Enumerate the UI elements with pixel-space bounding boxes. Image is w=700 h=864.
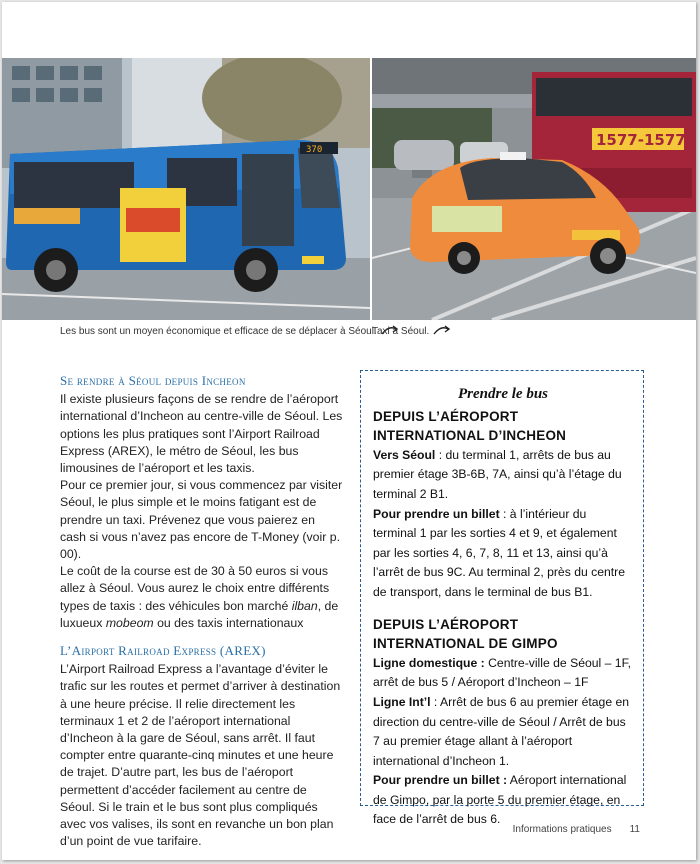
box-paragraph [373, 505, 633, 603]
box-paragraph [373, 771, 633, 830]
bus-photo [2, 58, 370, 320]
footer-section-name: Informations pratiques [512, 824, 612, 835]
bold-label: Pour prendre un billet [373, 506, 500, 521]
box-paragraph [373, 693, 633, 771]
section-title-arex: L’Airport Railroad Express (AREX) [60, 643, 266, 659]
page-footer [513, 824, 640, 835]
text-run: ou des taxis internationaux [153, 615, 304, 630]
bold-label: Ligne domestique : [373, 655, 485, 670]
italic-term-ilban: ilban [291, 598, 318, 613]
box-title: Prendre le bus [458, 386, 548, 402]
taxi-caption [372, 324, 451, 339]
paragraph [60, 563, 344, 632]
paragraph: L’Airport Railroad Express a l’avantage d’éviter le trafic sur les routes et permet d’arriver à destination à une heure précise. Il relie directement les terminaux 1 et 2 de l’aéroport international d’Incheon à la gare de Séoul, sans arrêt. Il faut compter entre quarante-cinq minutes et une heure de trajet. D’autre part, les bus de l’aéroport permettent d’accéder facilement au centre de Séoul. Si le train et le bus sont plus compliqués avec vos valises, ils sont en revanche un bon plan d’un point de vue tarifaire. [60, 662, 341, 849]
box-heading-gimpo: DEPUIS L’AÉROPORT INTERNATIONAL DE GIMPO [373, 616, 558, 652]
bus-info-box [360, 370, 644, 827]
text-run: : à l’intérieur du terminal 1 par les sorties 4 et 9, et également par les sorties 4, 6, 7, 8, 11 et 13, ainsi qu’à l’arrêt de bus 9C. Au terminal 2, près du centre de transport, dans le terminal de bus B1. [373, 506, 626, 599]
bold-label: Pour prendre un billet : [373, 773, 508, 788]
text-run: : Arrêt de bus 6 au premier étage en direction du centre-ville de Séoul / Arrêt de bus 7 au premier étage allant à l’aéroport international d’Incheon 1. [373, 694, 630, 768]
section-title-incheon: Se rendre à Séoul depuis Incheon [60, 373, 246, 388]
bus-caption [60, 324, 399, 339]
main-text-column [60, 372, 344, 850]
box-paragraph [373, 654, 633, 693]
taxi-caption-text: Taxi à Séoul. [372, 326, 430, 337]
paragraph: Il existe plusieurs façons de se rendre de l’aéroport international d’Incheon au centre-ville de Séoul. Les options les plus pratiques sont l’Airport Railroad Express (AREX), le métro de Séoul, les bus limousines de l’aéroport et les taxis. [60, 392, 343, 476]
curved-arrow-icon [433, 324, 451, 339]
text-run: , de luxueux [60, 598, 339, 630]
box-paragraph [373, 446, 633, 505]
italic-term-mobeom: mobeom [105, 615, 154, 630]
bus-caption-text: Les bus sont un moyen économique et efficace de se déplacer à Séoul. [60, 326, 377, 337]
box-heading-incheon: DEPUIS L’AÉROPORT INTERNATIONAL D’INCHEON [373, 408, 567, 444]
text-run: : du terminal 1, arrêts de bus au premier étage 3B-6B, 7A, ainsi qu’à l’étage du terminal 2 B1. [373, 447, 622, 501]
taxi-sign-number: 1577-1577 [596, 131, 686, 149]
text-run: Centre-ville de Séoul – 1F, arrêt de bus 5 / Aéroport d’Incheon – 1F [373, 655, 632, 690]
paragraph: Pour ce premier jour, si vous commencez par visiter Séoul, le plus simple et le moins fatigant est de prendre un taxi. Prévenez que vous paierez en cash si vous n’avez pas encore de T-Money (voir p. 00). [60, 478, 343, 562]
text-run: Aéroport international de Gimpo, par la porte 5 du premier étage, en face de l’arrêt de bus 6. [373, 773, 627, 827]
text-run: Le coût de la course est de 30 à 50 euros si vous allez à Séoul. Vous aurez le choix entre différents types de taxis : des véhicules bon marché [60, 564, 330, 613]
taxi-photo [372, 58, 696, 320]
bold-label: Ligne Int’l [373, 694, 431, 709]
page-number: 11 [629, 824, 640, 835]
bold-label: Vers Séoul [373, 447, 436, 462]
page [2, 2, 696, 860]
bus-number-sign: 370 [306, 145, 323, 155]
